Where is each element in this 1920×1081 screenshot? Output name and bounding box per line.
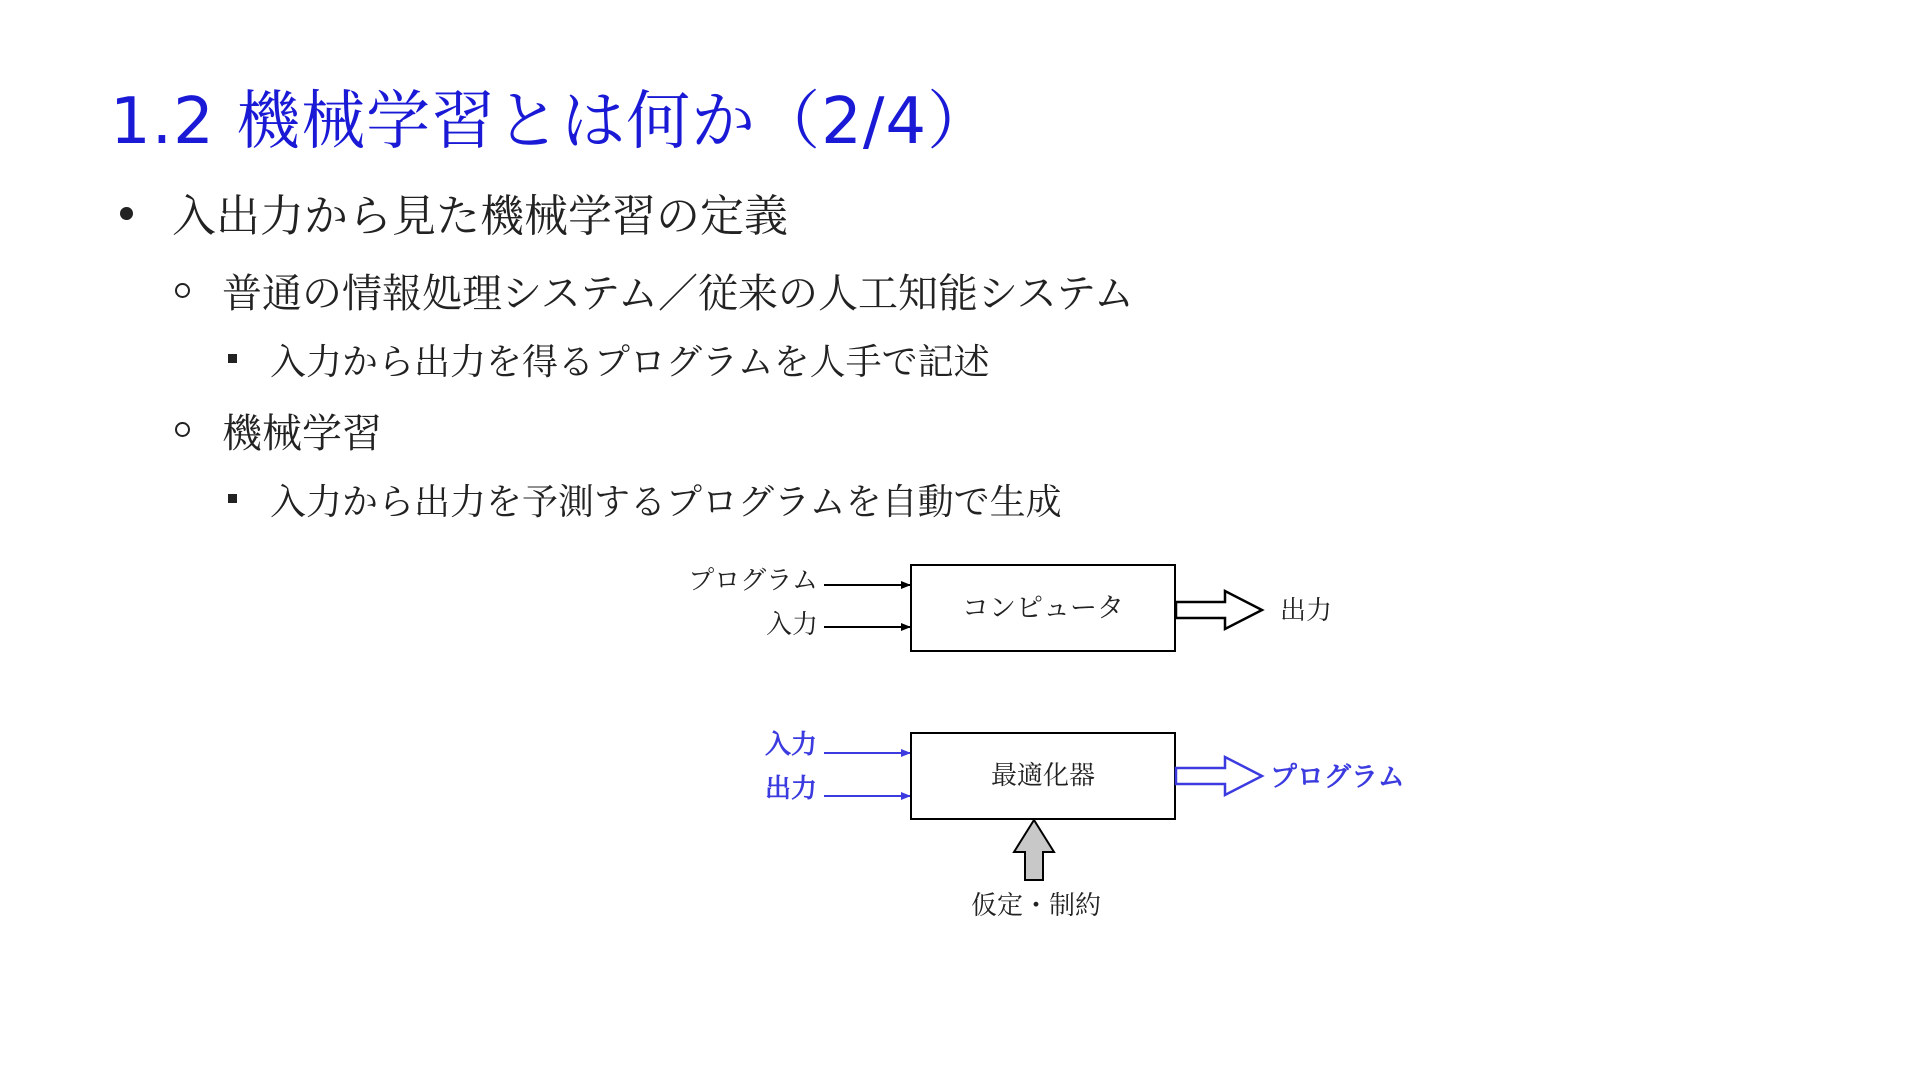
bottom-output-arrow-icon: [1176, 757, 1262, 795]
bullet-sub2: 機械学習: [222, 411, 382, 457]
top-diagram: [688, 565, 1332, 651]
computer-box-label: コンピュータ: [962, 593, 1124, 624]
constraint-arrow-icon: [1014, 820, 1054, 880]
optimizer-box-label: 最適化器: [990, 761, 1096, 791]
bullet-level1: 入出力から見た機械学習の定義: [172, 191, 788, 242]
top-input-program-label: プログラム: [688, 566, 818, 596]
top-output-label: 出力: [1280, 596, 1333, 626]
top-input-data-label: 入力: [765, 610, 818, 640]
slide-title: 1.2 機械学習とは何か（2/4）: [110, 85, 993, 159]
constraint-label: 仮定・制約: [970, 891, 1102, 921]
bottom-input-label: 入力: [764, 730, 817, 760]
bullet-sub2-detail: 入力から出力を予測するプログラムを自動で生成: [270, 482, 1062, 523]
top-output-arrow-icon: [1176, 591, 1262, 629]
bullet-sub1: 普通の情報処理システム／従来の人工知能システム: [222, 271, 1134, 317]
bottom-output-program-label: プログラム: [1270, 762, 1405, 793]
bottom-output-input-label: 出力: [764, 774, 817, 804]
bullet-sub1-detail: 入力から出力を得るプログラムを人手で記述: [270, 342, 990, 383]
bottom-diagram: [765, 730, 1405, 921]
